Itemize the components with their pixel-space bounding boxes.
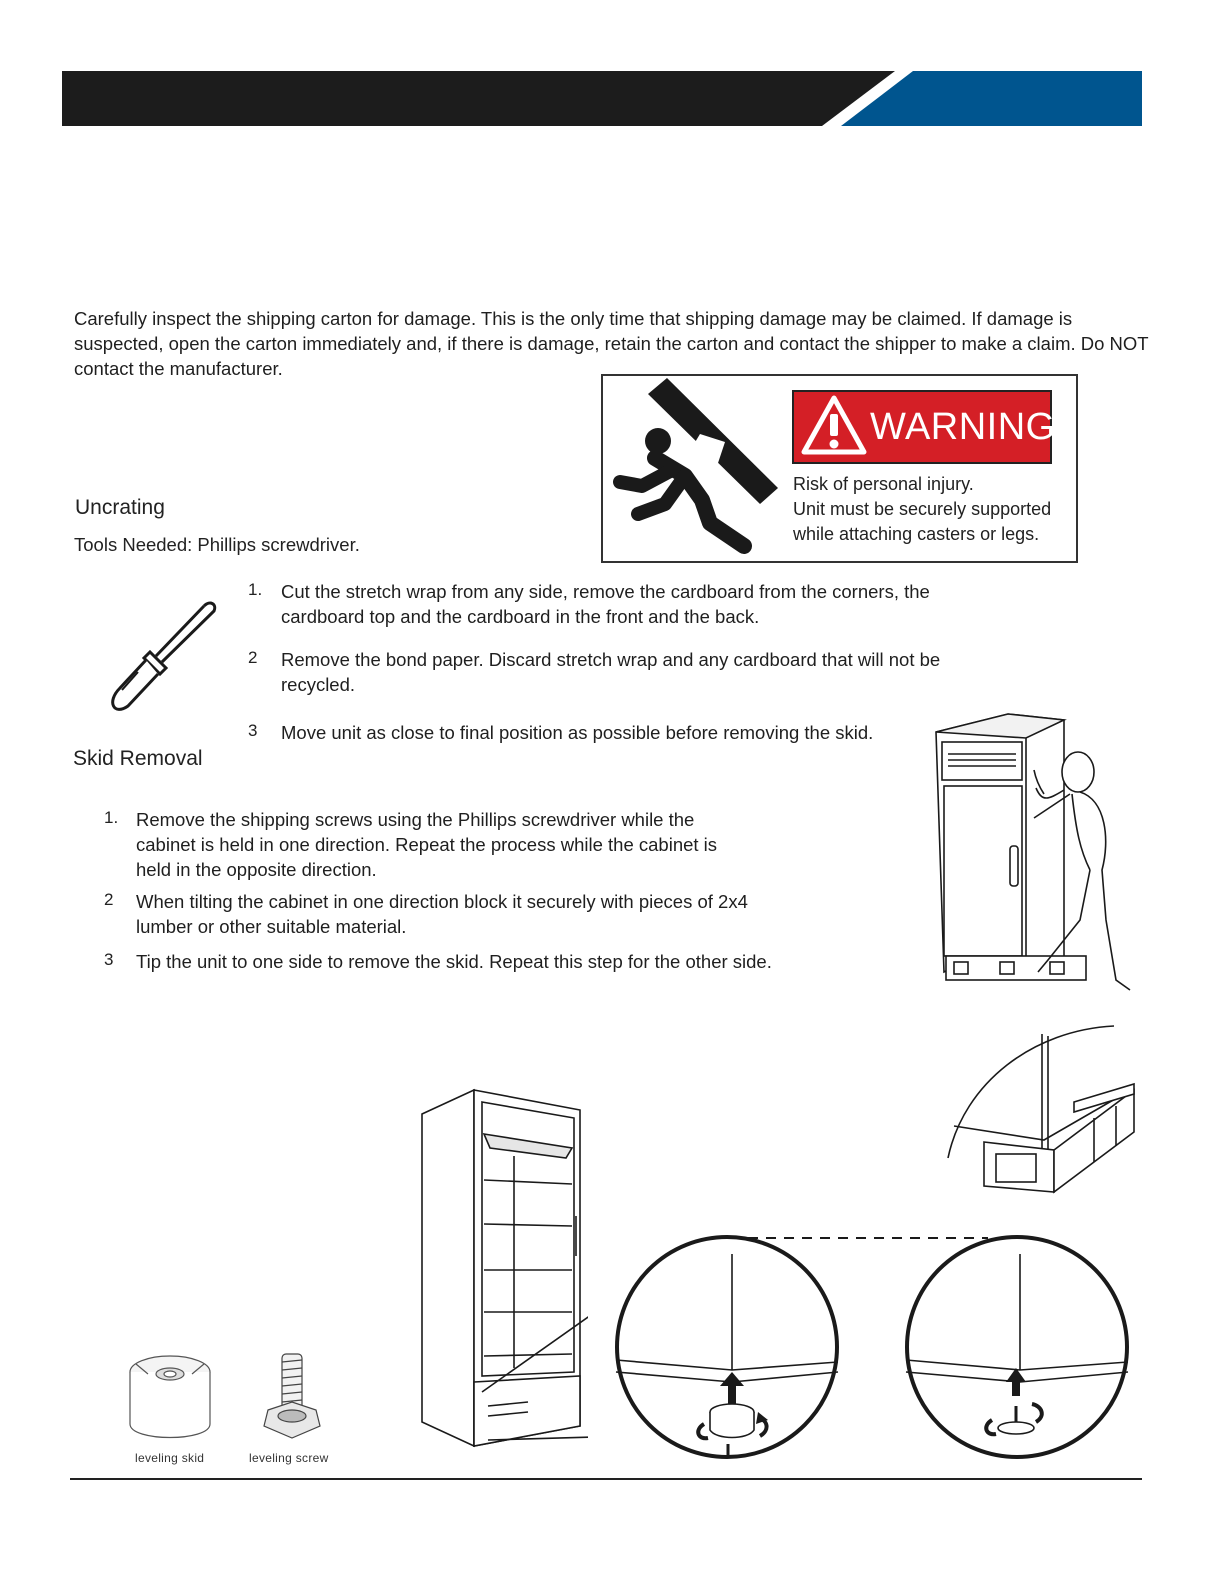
falling-object-hazard-icon — [610, 378, 785, 556]
uncrating-title: Uncrating — [75, 496, 165, 519]
skid-step-2-text: When tilting the cabinet in one direction block it securely with pieces of 2x4 lumber or other suitable material. — [136, 891, 748, 937]
cabinet-skid-corner-illustration — [944, 1022, 1144, 1197]
uncrating-step-2-number: 2 — [248, 648, 258, 667]
skid-removal-title: Skid Removal — [73, 747, 203, 770]
warning-triangle-icon — [800, 394, 868, 456]
skid-step-3-text: Tip the unit to one side to remove the skid. Repeat this step for the other side. — [136, 951, 772, 972]
person-moving-cabinet-illustration — [930, 710, 1145, 1000]
leveling-screw-caption: leveling screw — [249, 1451, 329, 1465]
uncrating-step-1-number: 1. — [248, 580, 263, 599]
skid-step-2-number: 2 — [104, 890, 114, 909]
uncrating-step-3-text: Move unit as close to final position as possible before removing the skid. — [281, 722, 874, 743]
footer-rule — [70, 1478, 1142, 1480]
skid-step-1-text: Remove the shipping screws using the Phillips screwdriver while the cabinet is held in one direction. Repeat the process while the cabinet is held in the opposite direction. — [136, 809, 718, 880]
uncrating-step-2-text: Remove the bond paper. Discard stretch wrap and any cardboard that will not be recycled. — [281, 649, 941, 695]
leveling-screw-detail-circle — [902, 1234, 1132, 1464]
header-bar — [62, 71, 1142, 126]
tools-needed: Tools Needed: Phillips screwdriver. — [74, 534, 360, 555]
uncrating-step-1-text: Cut the stretch wrap from any side, remove the cardboard from the corners, the cardboard top and the cardboard in the front and the back. — [281, 581, 930, 627]
warning-line-2: Unit must be securely supported — [793, 499, 1052, 519]
intro-paragraph: Carefully inspect the shipping carton for damage. This is the only time that shipping damage may be claimed. If damage is suspected, open the carton immediately and, if there is damage, retain the carton and contact the shipper to make a claim. Do NOT contact the manufacturer. — [74, 308, 1149, 379]
uncrating-step-3-number: 3 — [248, 721, 258, 740]
leveling-skid-caption: leveling skid — [135, 1451, 205, 1465]
warning-line-3: while attaching casters or legs. — [793, 524, 1040, 544]
warning-line-1: Risk of personal injury. — [793, 474, 974, 494]
skid-step-3-number: 3 — [104, 950, 114, 969]
skid-step-1-number: 1. — [104, 808, 119, 827]
warning-title: WARNING — [870, 406, 1056, 448]
glass-door-cabinet-illustration — [418, 1086, 588, 1452]
leveling-screw-part-image — [254, 1350, 330, 1442]
leveling-skid-detail-circle — [612, 1234, 842, 1464]
leveling-skid-part-image — [126, 1350, 214, 1442]
screwdriver-icon — [100, 598, 222, 718]
